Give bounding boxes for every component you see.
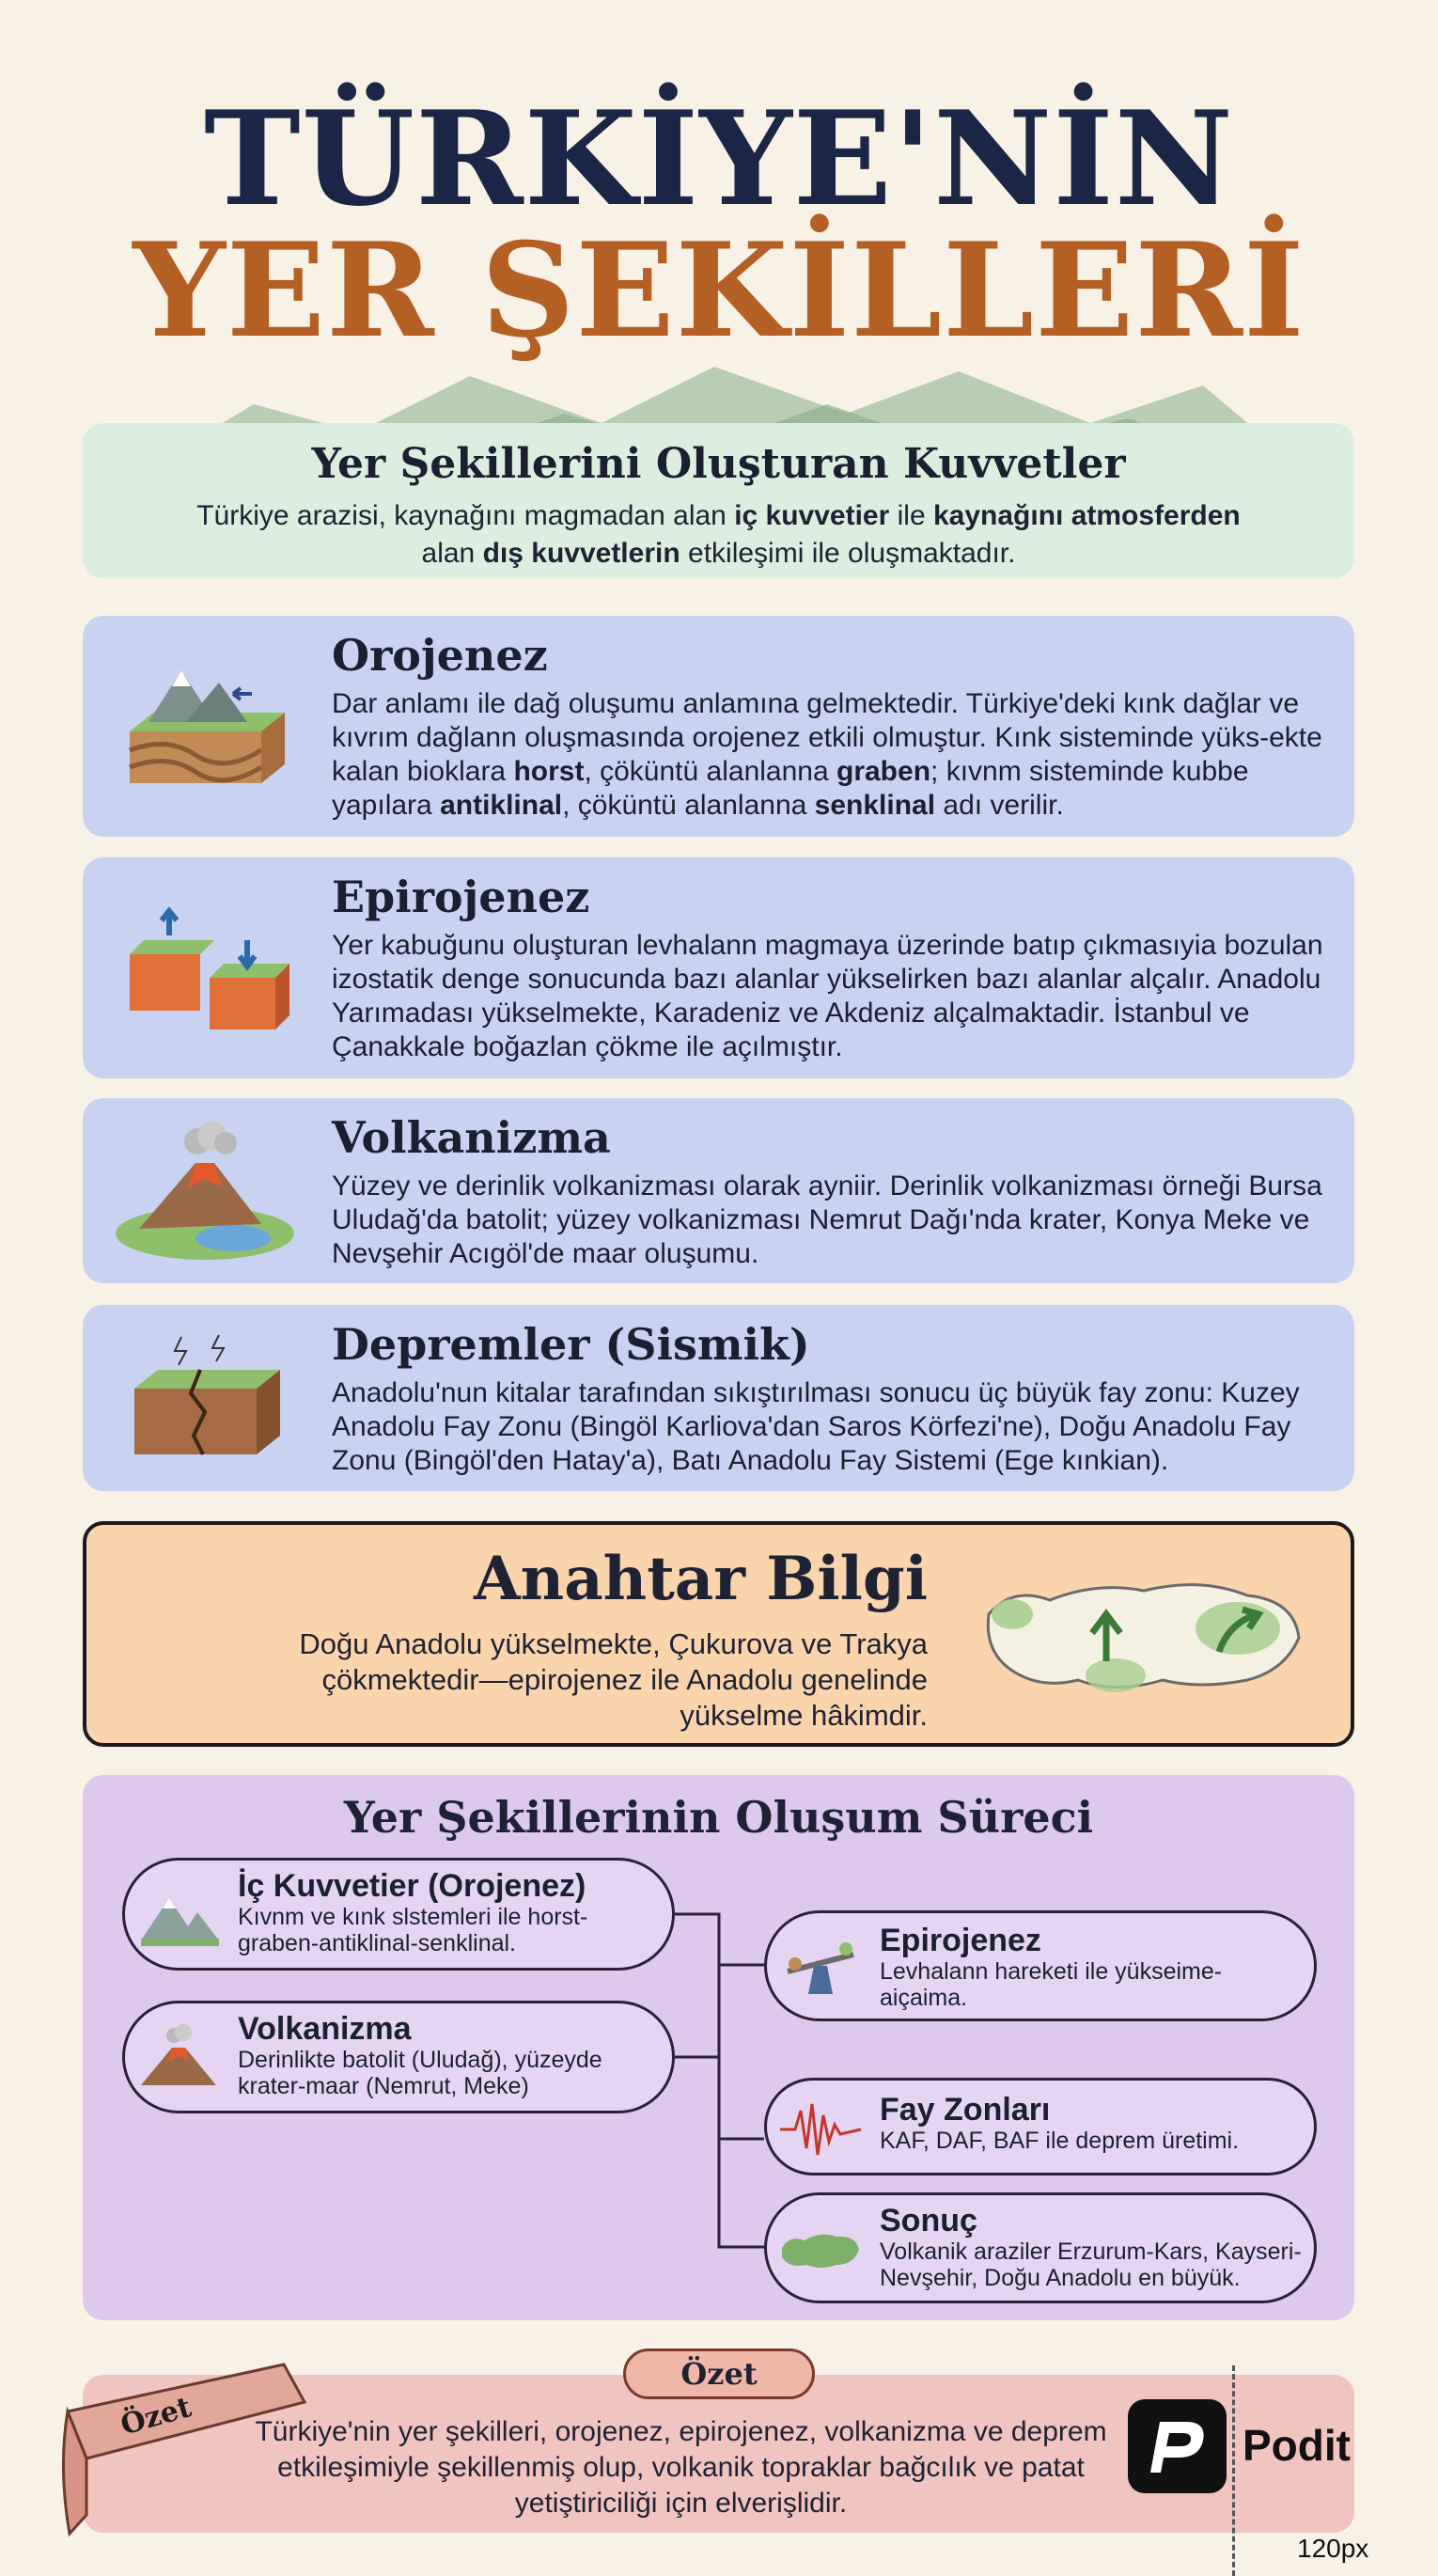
node-title: İç Kuvvetier (Orojenez): [238, 1868, 586, 1904]
title-header: [0, 66, 1438, 423]
title-line-2: YER ŞEKİLLERİ: [133, 213, 1305, 367]
process-node-fay-zonlari: [764, 2078, 1317, 2175]
topic-text: Yüzey ve derinlik volkanizması olarak ayniir. Derinlik volkanizması örneği Bursa Uludağ'da batolit; yüzey volkanizması Nemrut Dağı'nda krater, Konya Meke ve Nevşehir Acıgöl'de maar oluşumu.: [332, 1170, 1322, 1269]
topic-text: Dar anlamı ile dağ oluşumu anlamına gelmektedir. Türkiye'deki kınk dağlar ve kıvrım dağlann oluşmasında orojenez etkili olmuştur. Kınk sisteminde yüks-ekte kalan bioklara horst, çöküntü alanlanna graben; kıvnm sisteminde kubbe yapılara antiklinal, çöküntü alanlanna senklinal adı verilir.: [332, 688, 1322, 821]
volcano-icon: [111, 1121, 299, 1262]
brand-name: Podit: [1243, 2421, 1351, 2470]
mountain-icon: [136, 1884, 221, 1950]
key-info-card: [83, 1521, 1354, 1747]
process-node-volkanizma: [122, 2001, 675, 2113]
summary-ribbon: [58, 2355, 312, 2543]
process-node-epirojenez: [764, 1910, 1317, 2021]
topic-title: Epirojenez: [332, 872, 590, 922]
topic-epirojenez: [83, 857, 1354, 1078]
fault-block-icon: [111, 1327, 299, 1469]
topic-title: Orojenez: [332, 630, 548, 681]
process-card: [83, 1775, 1354, 2320]
node-desc: Derinlikte batolit (Uludağ), yüzeyde krater-maar (Nemrut, Meke): [238, 2047, 602, 2099]
key-info-title: Anahtar Bilgi: [474, 1544, 928, 1614]
topic-orojenez: [83, 616, 1354, 837]
node-title: Sonuç: [880, 2203, 977, 2238]
turkey-map-uplift-icon: [975, 1548, 1313, 1727]
podit-logo-icon: [1128, 2399, 1227, 2493]
intro-text: Türkiye arazisi, kaynağını magmadan alan iç kuvvetier ile kaynağını atmosferden alan dış kuvvetlerin etkileşimi ile oluşmaktadır.: [196, 500, 1241, 569]
process-title: Yer Şekillerinin Oluşum Süreci: [343, 1792, 1094, 1843]
topic-title: Depremler (Sismik): [332, 1319, 810, 1370]
page-guide-line: [1232, 2365, 1235, 2576]
node-desc: KAF, DAF, BAF ile deprem üretimi.: [880, 2128, 1240, 2154]
summary-text: Türkiye'nin yer şekilleri, orojenez, epirojenez, volkanizma ve deprem etkileşimiyle şekillenmiş olup, volkanik topraklar bağcılık ve patat yetiştiriciliği için elverişlidir.: [255, 2416, 1107, 2519]
intro-card: [83, 423, 1354, 578]
footer-px-label: 120px: [1297, 2534, 1369, 2563]
node-desc: Kıvnm ve kınk slstemleri ile horst-graben-antiklinal-senklinal.: [238, 1904, 588, 1956]
topic-text: Yer kabuğunu oluşturan levhalann magmaya üzerinde batıp çıkmasıyia bozulan izostatik denge sonucunda bazı alanlar yükselirken bazı alanlar alçalır. Anadolu Yarımadası yükselmekte, Karadeniz ve Akdeniz alçalmaktadir. İstanbul ve Çanakkale boğazlan çökme ile açılmıştır.: [332, 930, 1323, 1062]
topic-volkanizma: [83, 1098, 1354, 1283]
summary-pill: Özet: [623, 2348, 815, 2399]
topic-text: Anadolu'nun kitalar tarafından sıkıştırılması sonucu üç büyük fay zonu: Kuzey Anadolu Fay Zonu (Bingöl Karliova'dan Saros Körfezi'ne), Doğu Anadolu Fay Zonu (Bingöl'den Hatay'a), Batı Anadolu Fay Sistemi (Ege kınkian).: [332, 1377, 1300, 1476]
node-title: Epirojenez: [880, 1923, 1041, 1958]
node-desc: Levhalann hareketi ile yükseime-aiçaima.: [880, 1958, 1223, 2011]
process-node-sonuc: [764, 2192, 1317, 2303]
node-desc: Volkanik araziler Erzurum-Kars, Kayseri-Nevşehir, Doğu Anadolu en büyük.: [880, 2238, 1302, 2291]
node-title: Volkanizma: [238, 2011, 412, 2047]
topic-depremler: [83, 1305, 1354, 1491]
uplift-subsidence-block-icon: [111, 898, 299, 1039]
node-title: Fay Zonları: [880, 2092, 1051, 2128]
turkey-map-icon: [778, 2218, 863, 2284]
seismograph-icon: [778, 2097, 863, 2162]
topic-title: Volkanizma: [332, 1112, 611, 1163]
title-line-1: TÜRKİYE'NİN: [204, 82, 1234, 235]
summary-ribbon-label: Özet: [117, 2391, 195, 2442]
seesaw-icon: [778, 1936, 863, 2002]
fold-mountain-block-icon: [111, 656, 299, 797]
key-info-text: Doğu Anadolu yükselmekte, Çukurova ve Trakya çökmektedir—epirojenez ile Anadolu genelinde yükselme hâkimdir.: [299, 1627, 928, 1732]
intro-heading: Yer Şekillerini Oluşturan Kuvvetler: [311, 440, 1126, 488]
volcano-icon: [136, 2024, 221, 2090]
process-node-ic-kuvvetler: [122, 1858, 675, 1971]
